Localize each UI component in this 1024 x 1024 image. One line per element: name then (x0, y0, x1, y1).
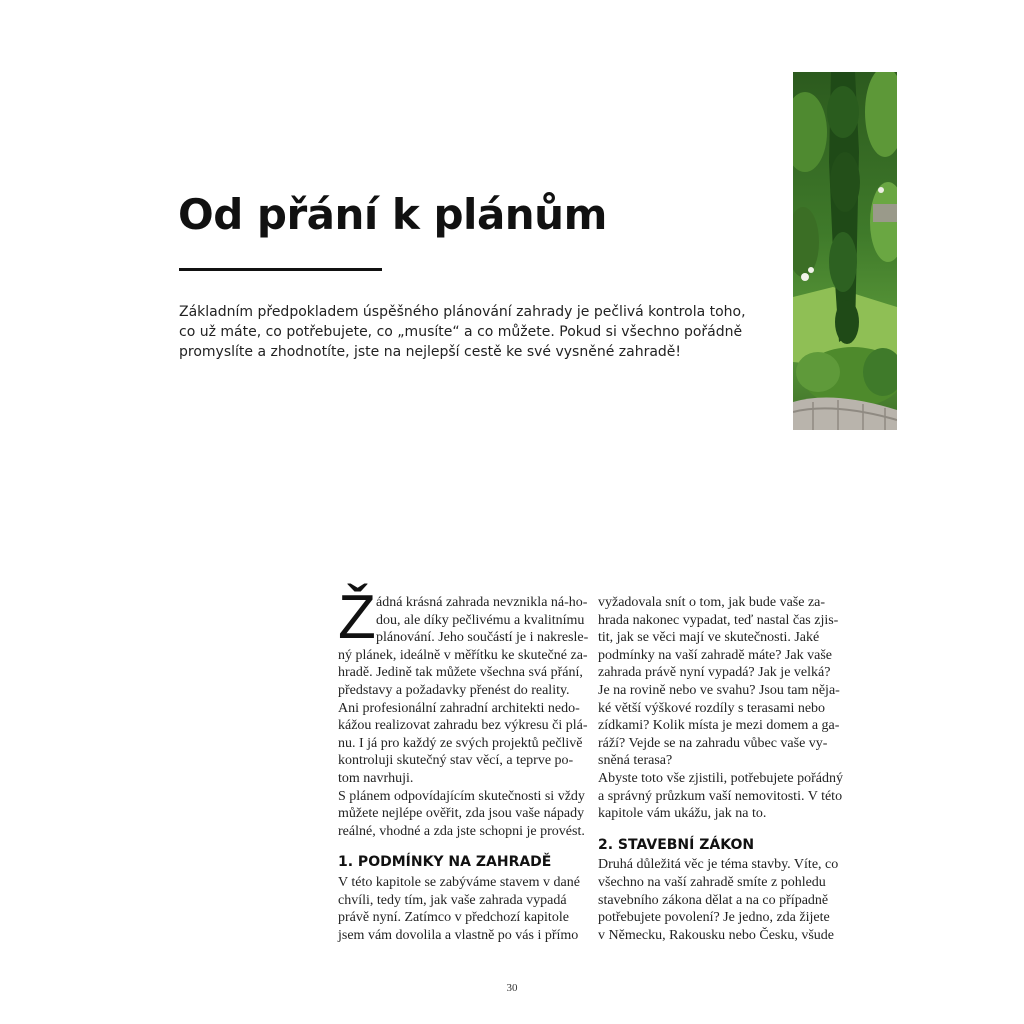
body-line: kážou realizovat zahradu bez výkresu či plá- (338, 718, 588, 734)
body-line: Ani profesionální zahradní architekti nedo- (338, 700, 580, 716)
page-title: Od přání k plánům (178, 190, 607, 239)
body-line: v Německu, Rakousku nebo Česku, všude (598, 927, 835, 943)
body-line: dou, ale díky pečlivému a kvalitnímu (376, 612, 585, 628)
body-line: hradě. Jedině tak můžete všechna svá přání, (338, 665, 583, 681)
body-line: plánování. Jeho součástí je i nakresle- (376, 630, 589, 646)
body-line: reálné, vhodné a zda jste schopni je provést. (338, 823, 585, 839)
body-line: představy a požadavky přenést do reality. (338, 682, 570, 698)
body-line: tit, jak se věci mají ve skutečnosti. Jaké (598, 630, 820, 646)
text-column-left (338, 583, 589, 944)
body-line: ádná krásná zahrada nevznikla ná-ho- (376, 595, 588, 610)
page-number: 30 (506, 982, 518, 994)
body-line: chvíli, tedy tím, jak vaše zahrada vypadá (338, 892, 567, 908)
body-line: jsem vám dovolila a vlastně po vás i přímo (338, 927, 579, 943)
body-line: právě nyní. Zatímco v předchozí kapitole (338, 910, 569, 926)
title-underline (179, 268, 382, 271)
body-line: zídkami? Kolik místa je mezi domem a ga- (598, 718, 840, 734)
body-line: stavebního zákona dělat a na co případně (598, 892, 829, 908)
body-line: ráží? Vejde se na zahradu vůbec vaše vy- (598, 735, 828, 751)
body-line: můžete nejlépe ověřit, zda jsou vaše nápady (338, 806, 585, 822)
lead-paragraph (179, 302, 746, 362)
body-line: V této kapitole se zabýváme stavem v dané (338, 874, 580, 890)
body-line: ké větší výškové rozdíly s terasami nebo (598, 700, 826, 716)
body-line: zahrada právě nyní vypadá? Jak je velká? (598, 665, 831, 681)
body-line: Abyste toto vše zjistili, potřebujete pořádný (598, 770, 843, 786)
body-line: Druhá důležitá věc je téma stavby. Víte, co (598, 857, 839, 873)
lead-line: Základním předpokladem úspěšného plánování zahrady je pečlivá kontrola toho, (179, 304, 746, 320)
body-line: sněná terasa? (598, 753, 673, 769)
body-line: tom navrhuji. (338, 770, 414, 786)
body-line: podmínky na vaší zahradě máte? Jak vaše (598, 647, 833, 663)
body-line: Je na rovině nebo ve svahu? Jsou tam něja- (598, 682, 840, 698)
body-line: potřebujete povolení? Je jedno, zda žijete (598, 910, 830, 926)
body-line: hrada nakonec vypadat, teď nastal čas zjis- (598, 612, 839, 628)
lead-line: co už máte, co potřebujete, co „musíte“ a co můžete. Pokud si všechno pořádně (179, 324, 743, 340)
garden-photo (793, 72, 897, 430)
garden-photo-illustration (793, 72, 897, 430)
drop-cap: Ž (338, 583, 376, 652)
body-line: S plánem odpovídajícím skutečnosti si vždy (338, 788, 585, 804)
section-heading: 2. STAVEBNÍ ZÁKON (598, 836, 755, 853)
section-heading: 1. PODMÍNKY NA ZAHRADĚ (338, 854, 552, 871)
text-column-right (598, 594, 848, 944)
body-line: a správný průzkum vaší nemovitosti. V této (598, 788, 843, 804)
body-line: nu. I já pro každý ze svých projektů pečlivě (338, 735, 583, 751)
body-line: kapitole vám ukážu, jak na to. (598, 806, 767, 822)
body-line: ný plánek, ideálně v měřítku ke skutečné za- (338, 647, 588, 663)
body-line: vyžadovala snít o tom, jak bude vaše za- (598, 595, 826, 610)
body-line: kontroluji skutečný stav věcí, a teprve po- (338, 753, 574, 769)
body-line: všechno na vaší zahradě smíte z pohledu (598, 874, 826, 890)
lead-line: promyslíte a zhodnotíte, jste na nejlepší cestě ke své vysněné zahradě! (179, 344, 682, 360)
